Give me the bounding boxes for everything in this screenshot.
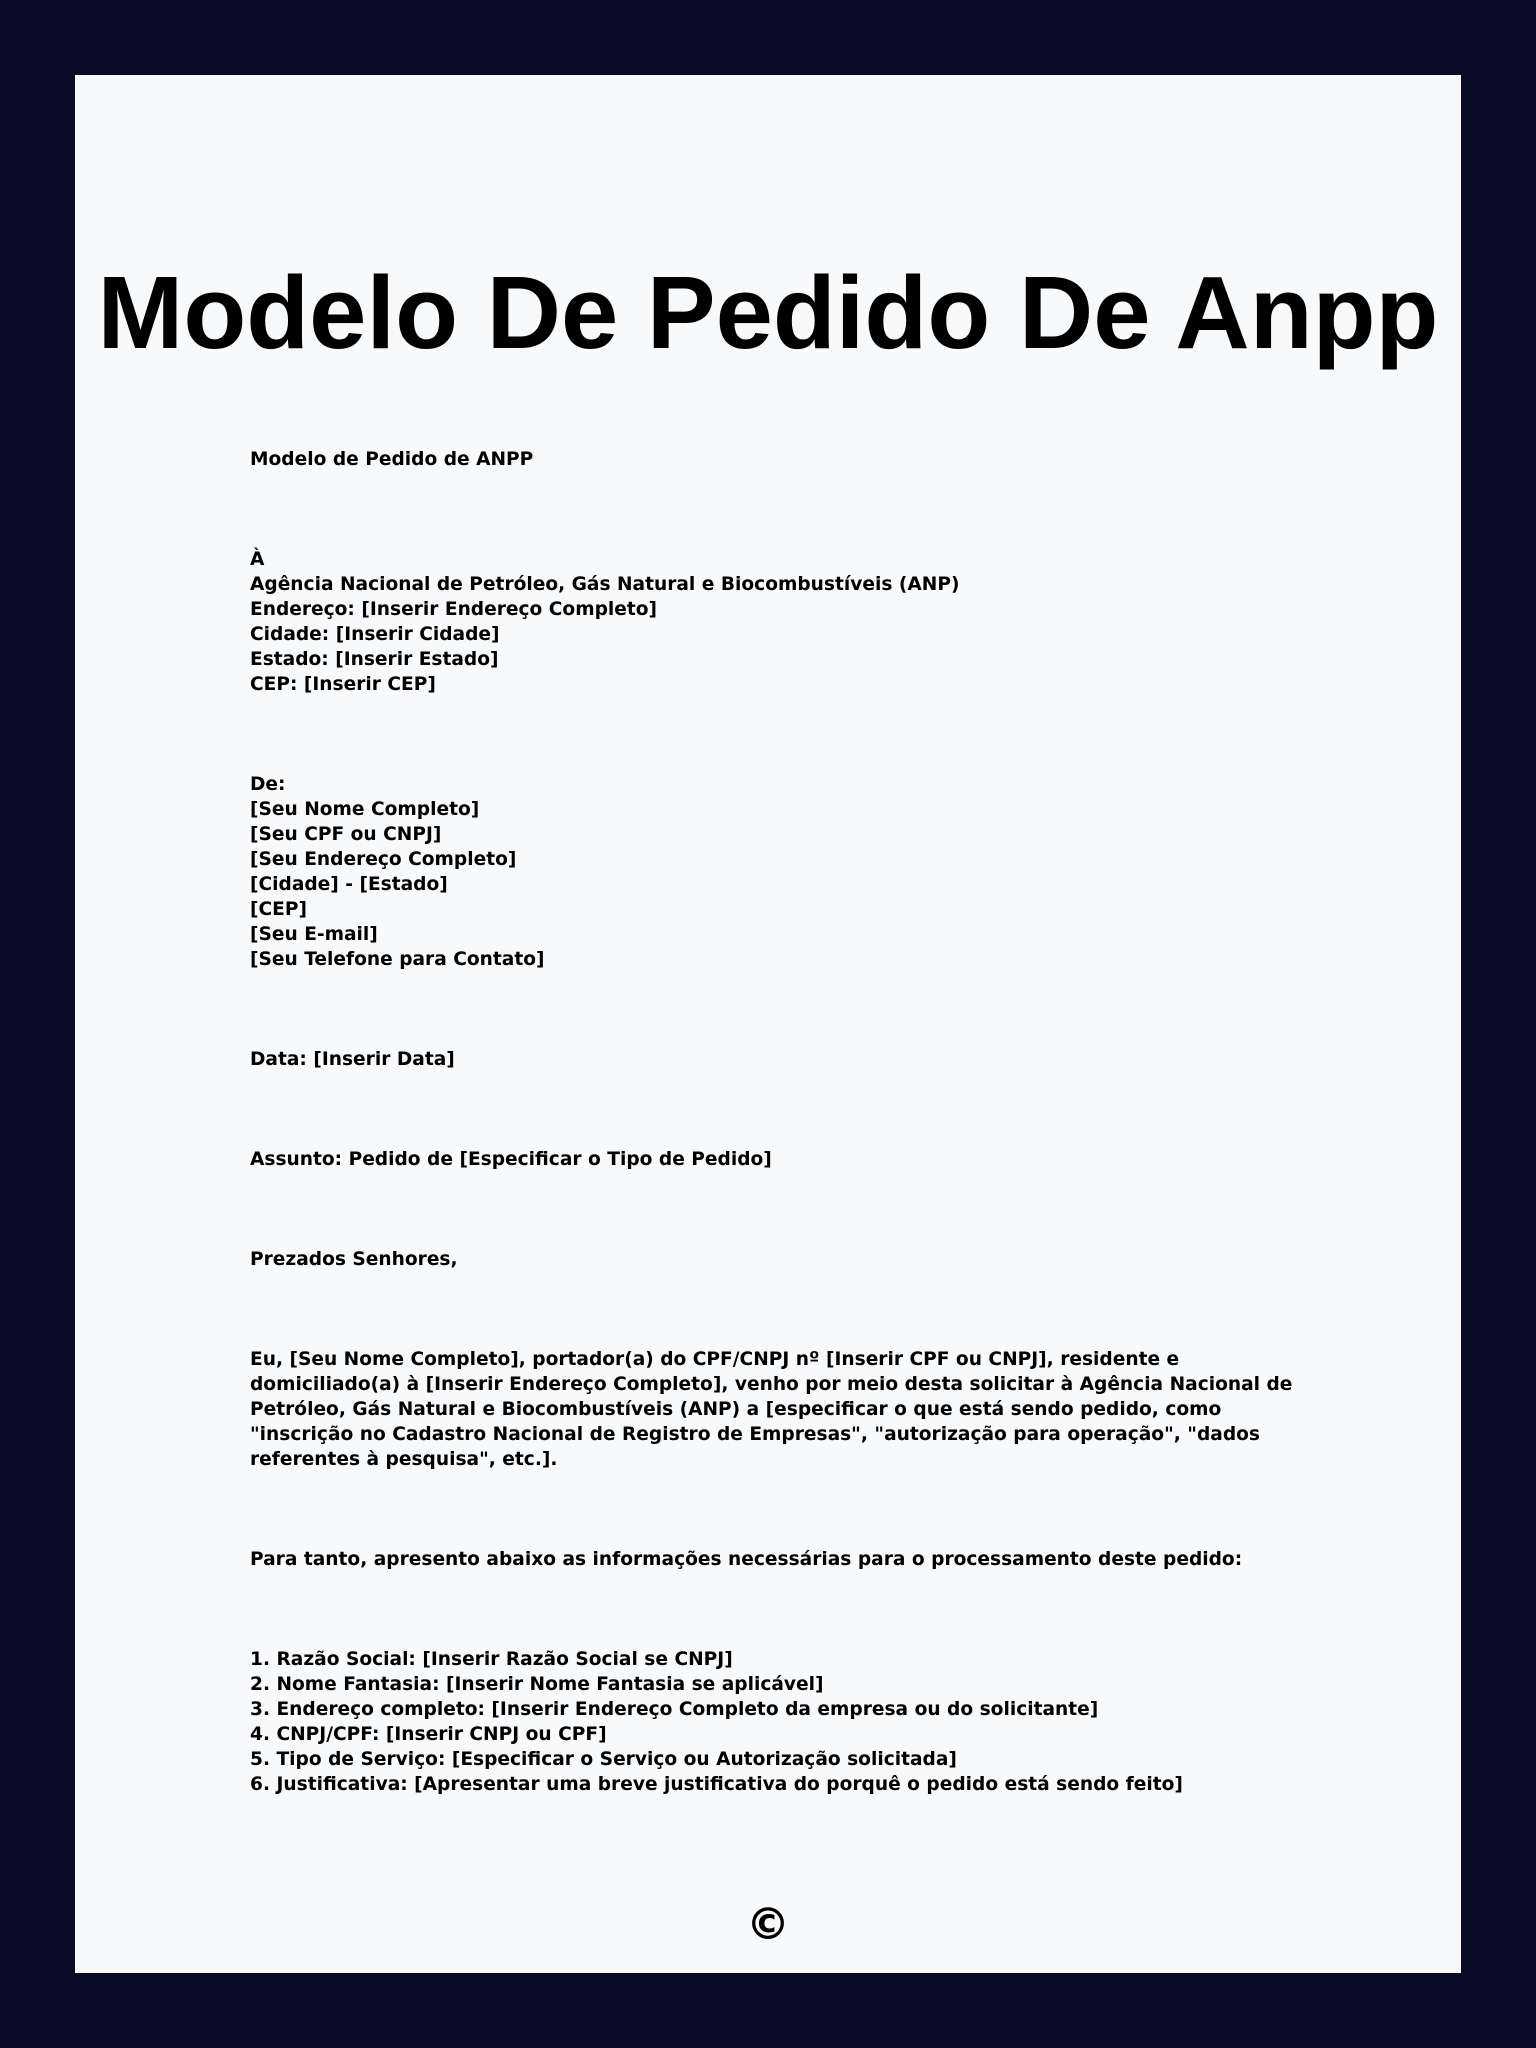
list-item: 3. Endereço completo: [Inserir Endereço Completo da empresa ou do solicitante] <box>250 1699 1099 1720</box>
list-item: 6. Justificativa: [Apresentar uma breve justificativa do porquê o pedido está sendo feito] <box>250 1774 1183 1795</box>
copyright-icon: © <box>746 1899 790 1950</box>
list-item: 4. CNPJ/CPF: [Inserir CNPJ ou CPF] <box>250 1724 607 1745</box>
sender-line: [Seu Telefone para Contato] <box>250 949 545 970</box>
greeting-line: Prezados Senhores, <box>250 1249 458 1270</box>
document-page <box>75 75 1461 1973</box>
info-intro: Para tanto, apresento abaixo as informações necessárias para o processamento deste pedido: <box>250 1549 1243 1570</box>
recipient-block <box>250 547 1310 697</box>
sender-block <box>250 772 1310 972</box>
list-item: 5. Tipo de Serviço: [Especificar o Serviço ou Autorização solicitada] <box>250 1749 957 1770</box>
document-title: Modelo De Pedido De Anpp <box>97 255 1439 370</box>
recipient-line: Cidade: [Inserir Cidade] <box>250 624 500 645</box>
recipient-line: Endereço: [Inserir Endereço Completo] <box>250 599 658 620</box>
document-body <box>250 447 1310 1797</box>
sender-line: De: <box>250 774 286 795</box>
list-item: 1. Razão Social: [Inserir Razão Social se CNPJ] <box>250 1649 733 1670</box>
list-item: 2. Nome Fantasia: [Inserir Nome Fantasia se aplicável] <box>250 1674 824 1695</box>
recipient-line: Estado: [Inserir Estado] <box>250 649 499 670</box>
date-line: Data: [Inserir Data] <box>250 1049 455 1070</box>
info-list <box>250 1647 1310 1797</box>
sender-line: [Seu Nome Completo] <box>250 799 480 820</box>
sender-line: [Seu CPF ou CNPJ] <box>250 824 442 845</box>
sender-line: [Seu Endereço Completo] <box>250 849 517 870</box>
recipient-line: Agência Nacional de Petróleo, Gás Natural e Biocombustíveis (ANP) <box>250 574 960 595</box>
recipient-line: CEP: [Inserir CEP] <box>250 674 436 695</box>
body-paragraph: Eu, [Seu Nome Completo], portador(a) do CPF/CNPJ nº [Inserir CPF ou CNPJ], residente e domiciliado(a) à [Inserir Endereço Completo], venho por meio desta solicitar à Agência Nacional de Petróleo, Gás Natural e Biocombustíveis (ANP) a [especificar o que está sendo pedido, como "inscrição no Cadastro Nacional de Registro de Empresas", "autorização para operação", "dados referentes à pesquisa", etc.]. <box>250 1349 1293 1470</box>
document-heading: Modelo de Pedido de ANPP <box>250 449 534 470</box>
subject-line: Assunto: Pedido de [Especificar o Tipo de Pedido] <box>250 1149 772 1170</box>
sender-line: [Cidade] - [Estado] <box>250 874 448 895</box>
sender-line: [Seu E-mail] <box>250 924 378 945</box>
recipient-line: À <box>250 549 265 570</box>
sender-line: [CEP] <box>250 899 307 920</box>
